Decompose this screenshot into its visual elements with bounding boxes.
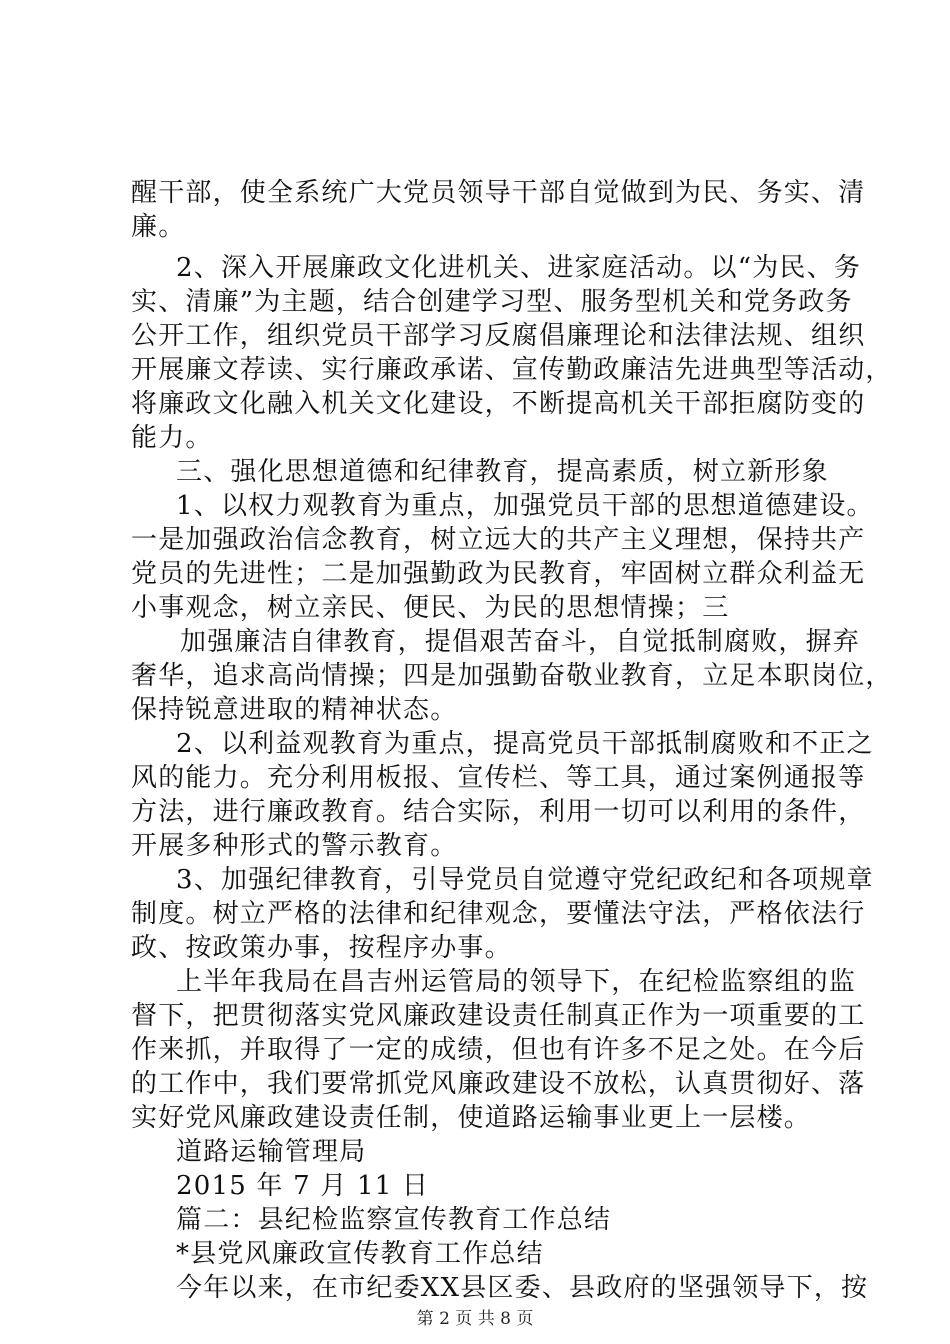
body-line: 廉。	[131, 212, 186, 242]
body-line: 实好党风廉政建设责任制，使道路运输事业更上一层楼。	[131, 1103, 812, 1133]
body-line: 保持锐意进取的精神状态。	[131, 695, 458, 725]
body-line: 开展多种形式的警示教育。	[131, 831, 458, 861]
body-line: 醒干部，使全系统广大党员领导干部自觉做到为民、务实、清	[131, 178, 866, 208]
body-line: 的工作中，我们要常抓党风廉政建设不放松，认真贯彻好、落	[131, 1069, 866, 1099]
body-line: 督下，把贯彻落实党风廉政建设责任制真正作为一项重要的工	[131, 1001, 866, 1031]
body-line: 作来抓，并取得了一定的成绩，但也有许多不足之处。在今后	[131, 1035, 866, 1065]
body-line: 政、按政策办事，按程序办事。	[131, 933, 512, 963]
body-line: 一是加强政治信念教育，树立远大的共产主义理想，保持共产	[131, 525, 866, 555]
signature-org: 道路运输管理局	[176, 1137, 367, 1167]
body-line: 实、清廉”为主题，结合创建学习型、服务型机关和党务政务	[131, 287, 853, 317]
body-line: 风的能力。充分利用板报、宣传栏、等工具，通过案例通报等	[131, 763, 866, 793]
signature-date: 2015 年 7 月 11 日	[176, 1171, 430, 1201]
body-line: 开展廉文荐读、实行廉政承诺、宣传勤政廉洁先进典型等活动，	[131, 355, 893, 385]
body-line: 小事观念，树立亲民、便民、为民的思想情操；三	[131, 593, 730, 623]
body-line: 方法，进行廉政教育。结合实际，利用一切可以利用的条件，	[131, 797, 866, 827]
body-line: 今年以来，在市纪委XX县区委、县政府的坚强领导下，按	[176, 1273, 869, 1303]
body-line: 3、加强纪律教育，引导党员自觉遵守党纪政纪和各项规章	[176, 865, 874, 895]
body-line: 能力。	[131, 423, 213, 453]
body-line: 制度。树立严格的法律和纪律观念，要懂法守法，严格依法行	[131, 899, 866, 929]
body-line: 2、以利益观教育为重点，提高党员干部抵制腐败和不正之	[176, 729, 874, 759]
page-footer: 第 2 页 共 8 页	[416, 1309, 534, 1329]
section-heading: 三、强化思想道德和纪律教育，提高素质，树立新形象	[176, 457, 829, 487]
body-line: 1、以权力观教育为重点，加强党员干部的思想道德建设。	[176, 491, 874, 521]
doc-title: *县党风廉政宣传教育工作总结	[176, 1239, 544, 1269]
body-line: 2、深入开展廉政文化进机关、进家庭活动。以“为民、务	[176, 253, 862, 283]
part-title: 篇二：县纪检监察宣传教育工作总结	[176, 1205, 612, 1235]
body-line: 奢华，追求高尚情操；四是加强勤奋敬业教育，立足本职岗位，	[131, 661, 893, 691]
body-line: 上半年我局在昌吉州运管局的领导下，在纪检监察组的监	[176, 967, 857, 997]
body-line: 加强廉洁自律教育，提倡艰苦奋斗，自觉抵制腐败，摒弃	[180, 627, 861, 657]
body-line: 党员的先进性；二是加强勤政为民教育，牢固树立群众利益无	[131, 559, 866, 589]
body-line: 公开工作，组织党员干部学习反腐倡廉理论和法律法规、组织	[131, 321, 866, 351]
body-line: 将廉政文化融入机关文化建设，不断提高机关干部拒腐防变的	[131, 389, 866, 419]
